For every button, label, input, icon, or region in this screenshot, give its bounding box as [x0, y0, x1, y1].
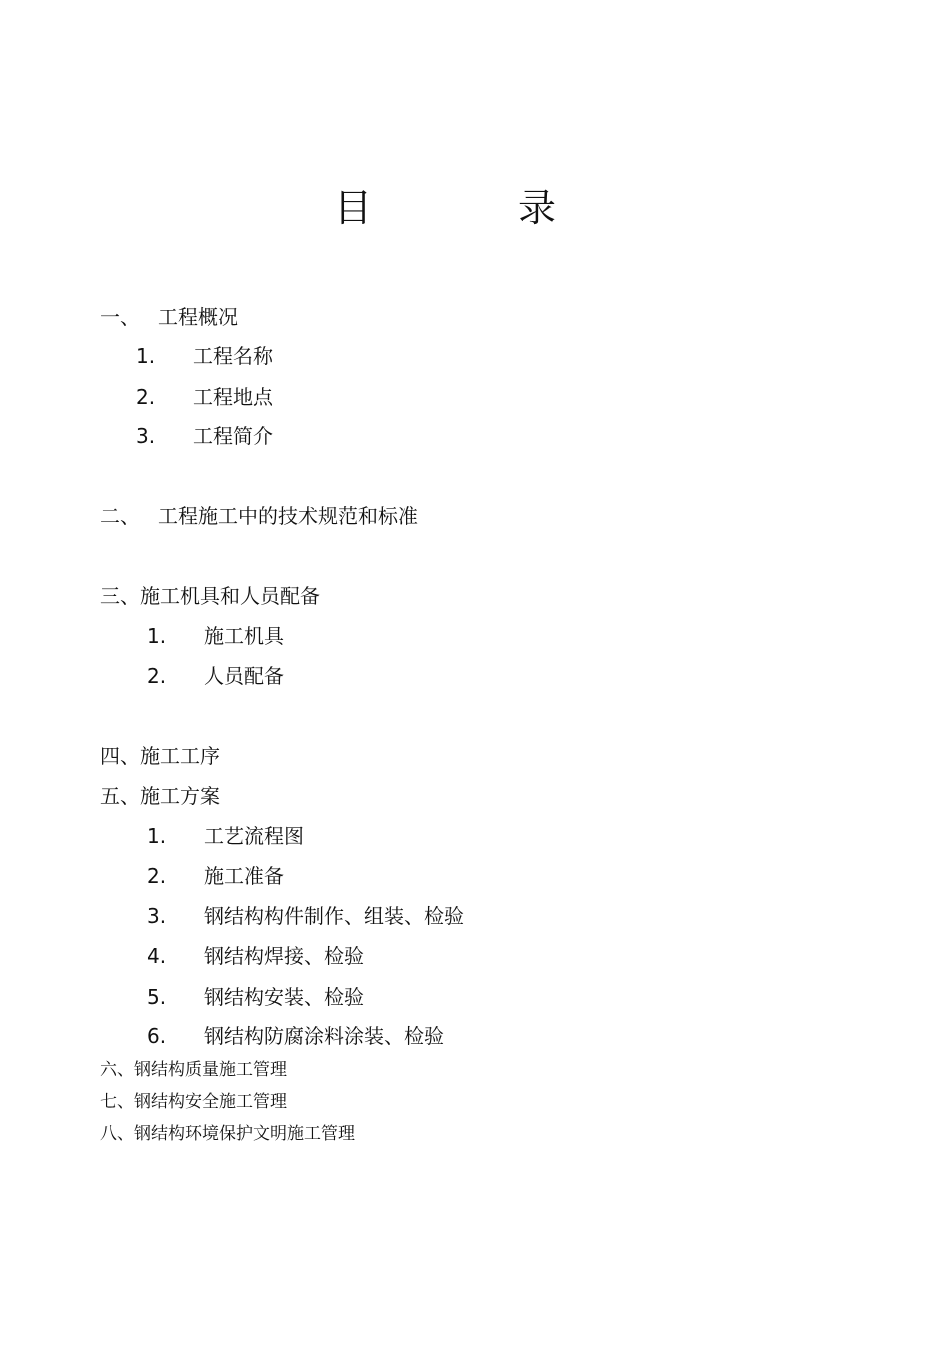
- toc-subitem-number: 2.: [136, 385, 156, 409]
- toc-title: [0, 183, 950, 233]
- toc-section-number: 一、: [100, 305, 140, 329]
- toc-section-text: 工程概况: [158, 305, 238, 329]
- toc-title-char-right: 录: [518, 186, 557, 230]
- toc-section-text: 六、钢结构质量施工管理: [100, 1060, 287, 1080]
- toc-subitem-text: 工程简介: [193, 424, 273, 448]
- toc-subitem-number: 1.: [147, 824, 167, 848]
- toc-subitem-number: 1.: [147, 624, 167, 648]
- toc-subitem-text: 人员配备: [204, 664, 284, 688]
- toc-subitem-text: 施工准备: [204, 864, 284, 888]
- toc-subitem-number: 2.: [147, 664, 167, 688]
- toc-section-text: 七、钢结构安全施工管理: [100, 1092, 287, 1112]
- toc-section-text: 五、施工方案: [100, 784, 220, 808]
- toc-subitem-number: 3.: [147, 904, 167, 928]
- toc-title-char-left: 目: [334, 186, 373, 230]
- toc-section-text: 三、施工机具和人员配备: [100, 584, 320, 608]
- toc-subitem-text: 钢结构构件制作、组装、检验: [204, 904, 464, 928]
- toc-subitem-number: 1.: [136, 344, 156, 368]
- toc-subitem-text: 工艺流程图: [204, 824, 304, 848]
- toc-subitem-number: 6.: [147, 1024, 167, 1048]
- toc-subitem-number: 3.: [136, 424, 156, 448]
- toc-subitem-text: 工程地点: [193, 385, 273, 409]
- toc-section-text: 八、钢结构环境保护文明施工管理: [100, 1124, 355, 1144]
- toc-subitem-text: 钢结构安装、检验: [204, 985, 364, 1009]
- toc-section-text: 工程施工中的技术规范和标准: [158, 504, 418, 528]
- toc-subitem-number: 2.: [147, 864, 167, 888]
- toc-subitem-text: 钢结构焊接、检验: [204, 944, 364, 968]
- toc-subitem-text: 钢结构防腐涂料涂装、检验: [204, 1024, 444, 1048]
- toc-subitem-number: 5.: [147, 985, 167, 1009]
- toc-subitem-number: 4.: [147, 944, 167, 968]
- toc-section-text: 四、施工工序: [100, 744, 220, 768]
- toc-subitem-text: 施工机具: [204, 624, 284, 648]
- toc-section-number: 二、: [100, 504, 140, 528]
- toc-subitem-text: 工程名称: [193, 344, 273, 368]
